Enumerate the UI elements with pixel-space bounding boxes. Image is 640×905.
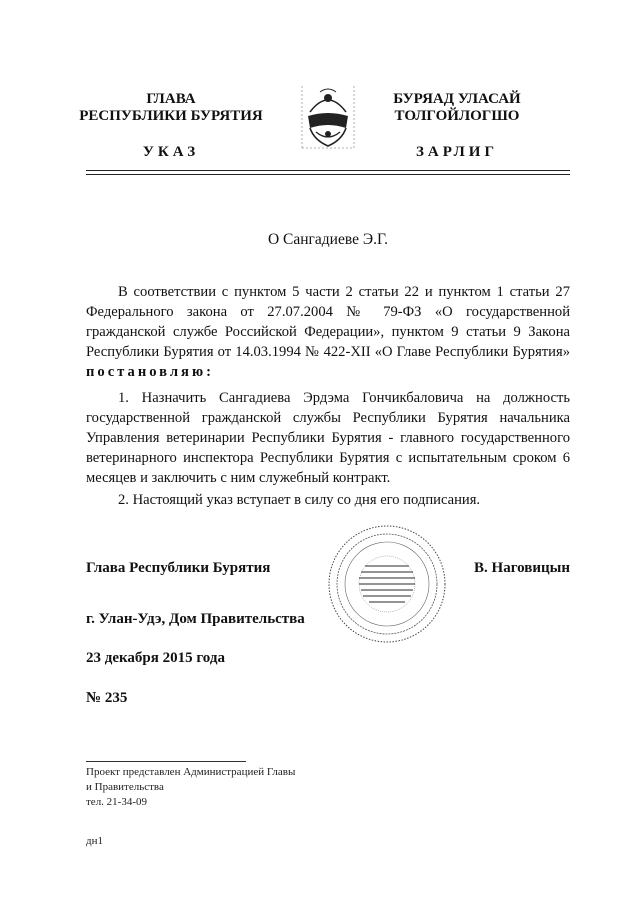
signer-name: В. Наговицын bbox=[474, 560, 570, 576]
header-buryat bbox=[352, 91, 562, 161]
decree-label-buryat: ЗАРЛИГ bbox=[415, 144, 499, 160]
header-right-line1: БУРЯАД УЛАСАЙ bbox=[393, 91, 521, 107]
footer-divider bbox=[86, 761, 246, 762]
signing-date: 23 декабря 2015 года bbox=[86, 650, 225, 666]
decree-item-1: 1. Назначить Сангадиева Эрдэма Гончикбаловича на должность государственной гражданской службы Республики Бурятия начальника Управления ветеринарии Республики Бурятия - главного государственного ветеринарного инспектора Республики Бурятия с испытательным сроком 6 месяцев и заключить с ним служебный контракт. bbox=[86, 390, 570, 486]
republic-emblem-icon bbox=[296, 82, 360, 152]
preamble-text: В соответствии с пунктом 5 части 2 статьи 22 и пунктом 1 статьи 27 Федерального закона от 27.07.2004 № 79-ФЗ «О государственной гражданской службе Российской Федерации», пунктом 9 статьи 9 Закона Республики Бурятия от 14.03.1994 № 422-XII «О Главе Республики Бурятия» bbox=[86, 284, 570, 360]
footer-phone: тел. 21-34-09 bbox=[86, 796, 148, 808]
decree-item-2: 2. Настоящий указ вступает в силу со дня его подписания. bbox=[118, 492, 481, 508]
decree-label-russian: УКАЗ bbox=[142, 144, 200, 160]
decree-number: № 235 bbox=[86, 690, 128, 706]
footer-line2: и Правительства bbox=[86, 781, 164, 793]
header-divider bbox=[86, 170, 570, 175]
document-title: О Сангадиеве Э.Г. bbox=[267, 231, 389, 248]
official-seal-icon bbox=[325, 522, 449, 646]
signing-place: г. Улан-Удэ, Дом Правительства bbox=[86, 611, 305, 627]
preamble-paragraph bbox=[86, 282, 570, 382]
signer-position: Глава Республики Бурятия bbox=[86, 560, 271, 576]
footer-note bbox=[86, 765, 295, 810]
document-code: дн1 bbox=[86, 835, 103, 847]
resolve-word: постановляю: bbox=[86, 364, 214, 380]
header-left-line1: ГЛАВА bbox=[146, 91, 196, 107]
header-left-line2: РЕСПУБЛИКИ БУРЯТИЯ bbox=[79, 108, 263, 124]
footer-line1: Проект представлен Администрацией Главы bbox=[86, 766, 296, 778]
header-russian bbox=[66, 91, 276, 161]
header-right-line2: ТОЛГОЙЛОГШО bbox=[394, 108, 520, 124]
